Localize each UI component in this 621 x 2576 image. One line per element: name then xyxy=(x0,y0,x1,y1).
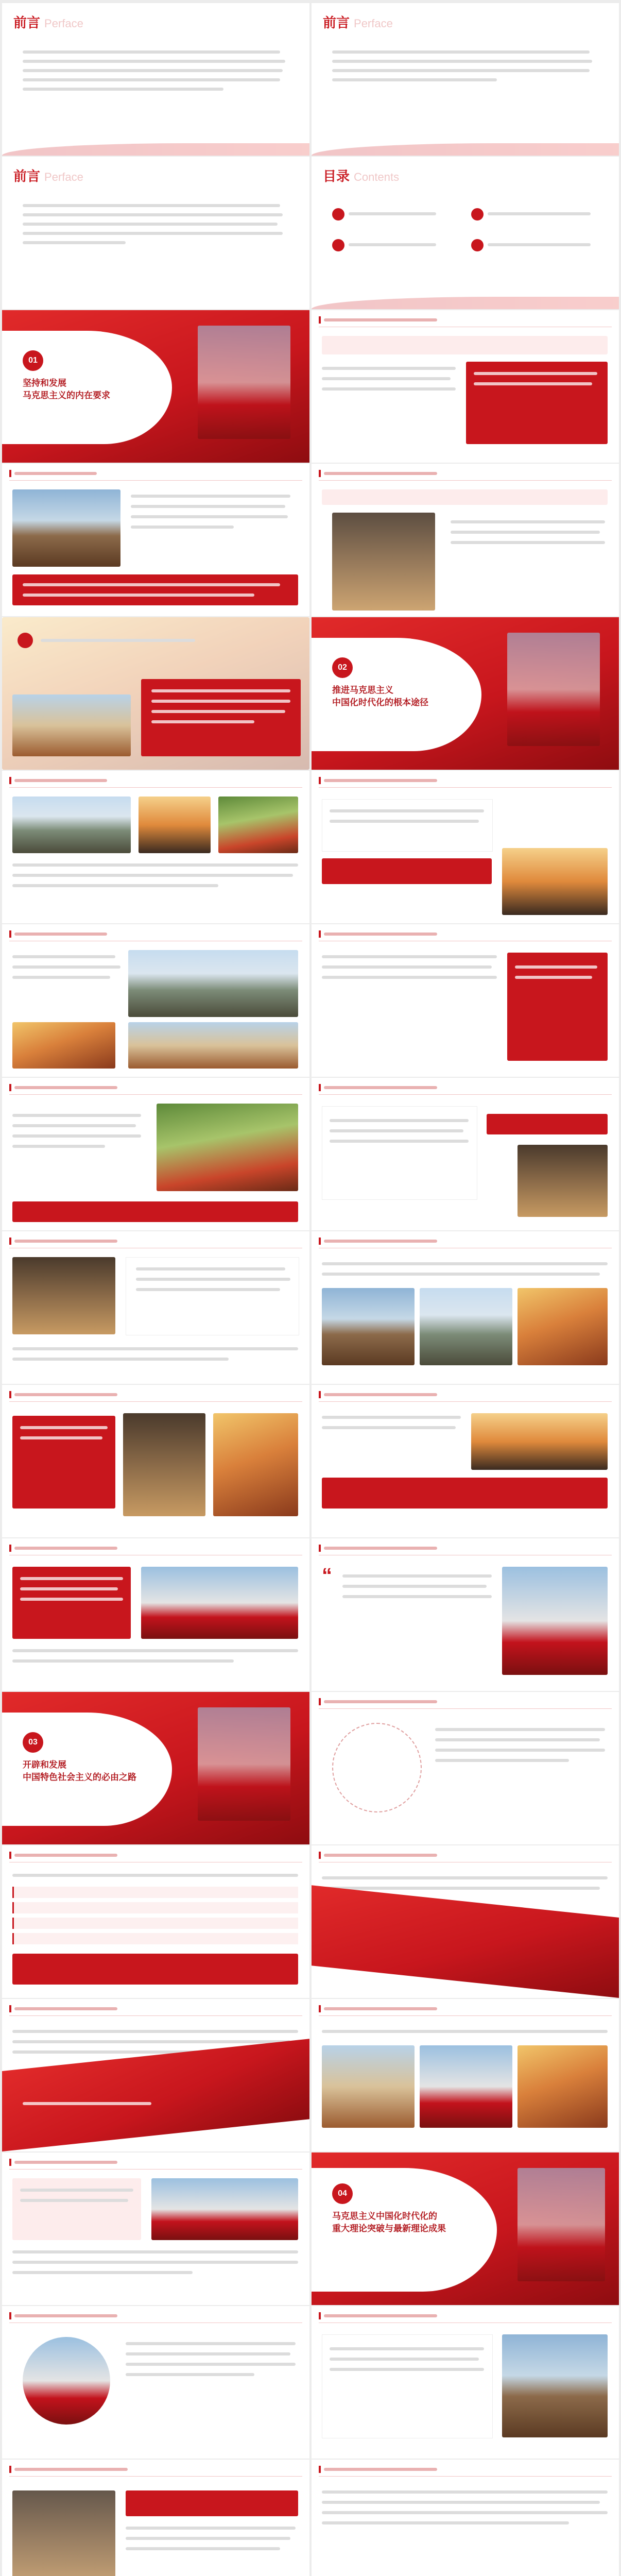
title-line xyxy=(324,1854,437,1857)
section-number-badge: 03 xyxy=(23,1732,43,1753)
title-bar xyxy=(9,930,11,938)
text-line xyxy=(136,1288,280,1291)
toc-item-line[interactable] xyxy=(488,243,591,246)
title-divider xyxy=(319,480,612,481)
title-divider xyxy=(9,2015,302,2016)
slide-content[interactable] xyxy=(312,310,619,463)
book-photo xyxy=(502,848,608,915)
section-title-line1: 推进马克思主义 xyxy=(332,685,393,695)
title-bar xyxy=(9,777,11,784)
landmark-photo xyxy=(518,1288,608,1365)
toc-number xyxy=(471,208,484,221)
text-line xyxy=(12,2250,298,2253)
left-column xyxy=(2,3,309,2576)
monument-photo xyxy=(198,326,290,439)
landmark-photo xyxy=(420,1288,512,1365)
slide-content[interactable] xyxy=(312,1999,619,2151)
great-wall-photo xyxy=(128,950,298,1017)
text-line xyxy=(451,531,600,534)
book-photo xyxy=(471,1413,608,1470)
red-text-panel xyxy=(126,2490,298,2516)
title-bar xyxy=(319,316,321,324)
red-highlight-panel xyxy=(12,1954,298,1985)
slide-content[interactable] xyxy=(2,1999,309,2151)
text-line xyxy=(23,223,278,226)
river-photo xyxy=(128,1022,298,1069)
text-line xyxy=(23,60,285,63)
slide-content[interactable] xyxy=(2,2153,309,2305)
slide-content[interactable] xyxy=(312,2306,619,2459)
text-line xyxy=(332,69,590,72)
title-bar xyxy=(319,1545,321,1552)
text-line xyxy=(12,1659,234,1663)
text-line xyxy=(474,382,592,385)
red-ribbon xyxy=(2,2039,309,2151)
right-column xyxy=(312,3,619,2576)
text-line xyxy=(131,526,234,529)
text-line xyxy=(322,955,497,958)
text-line xyxy=(515,965,597,969)
text-line xyxy=(131,505,285,508)
text-line xyxy=(330,809,484,812)
title-bar xyxy=(9,1852,11,1859)
sculpture-photo xyxy=(213,1413,298,1516)
monument-photo xyxy=(518,2168,605,2281)
text-line xyxy=(12,2030,298,2033)
text-line xyxy=(23,69,283,72)
slide-preface[interactable] xyxy=(2,3,309,156)
text-line xyxy=(332,50,590,54)
slide-section-01[interactable] xyxy=(2,310,309,463)
title-bar xyxy=(9,1084,11,1091)
text-line xyxy=(330,1140,469,1143)
toc-item-line[interactable] xyxy=(349,243,436,246)
text-line xyxy=(23,88,223,91)
text-line xyxy=(12,2271,193,2274)
red-text-panel xyxy=(487,1114,608,1134)
toc-item-line[interactable] xyxy=(488,212,591,215)
text-line xyxy=(151,720,254,723)
number-badge xyxy=(18,633,33,648)
text-line xyxy=(330,820,479,823)
title-line xyxy=(14,1547,117,1550)
slide-section-02[interactable] xyxy=(312,617,619,770)
landscape-photo xyxy=(12,694,131,756)
title-bar xyxy=(319,470,321,477)
title-bar xyxy=(9,470,11,477)
text-line xyxy=(330,2347,484,2350)
section-number-badge: 04 xyxy=(332,2183,353,2204)
list-item xyxy=(12,1933,298,1944)
section-number-badge: 02 xyxy=(332,657,353,678)
historic-photo xyxy=(12,1257,115,1334)
text-line xyxy=(12,2040,290,2043)
pink-text-panel xyxy=(12,2178,141,2240)
text-line xyxy=(41,639,195,642)
title-line xyxy=(324,472,437,475)
title-bar xyxy=(319,1238,321,1245)
text-line xyxy=(322,1887,600,1890)
pink-heading-panel xyxy=(322,489,608,505)
title-line xyxy=(324,1393,437,1396)
text-line xyxy=(20,1587,118,1590)
slide-contents[interactable] xyxy=(312,157,619,309)
title-bar xyxy=(9,2159,11,2166)
list-item xyxy=(12,1918,298,1929)
text-line xyxy=(131,515,288,518)
decor-wave xyxy=(2,143,309,156)
title-line xyxy=(14,1240,117,1243)
text-line xyxy=(12,1358,229,1361)
palace-photo xyxy=(151,2178,298,2240)
red-text-panel xyxy=(322,858,492,884)
title-line xyxy=(324,2314,437,2317)
section-title-line2: 中国化时代化的根本途径 xyxy=(332,698,428,707)
title-bar xyxy=(9,2466,11,2473)
toc-number xyxy=(332,208,344,221)
preface-heading xyxy=(323,12,393,31)
landmark-photo xyxy=(322,1288,415,1365)
title-line xyxy=(324,779,437,782)
text-line xyxy=(20,2199,128,2202)
title-line xyxy=(14,2314,117,2317)
text-line xyxy=(435,1749,605,1752)
text-line xyxy=(12,1114,141,1117)
title-line xyxy=(324,1086,437,1089)
slide-content[interactable] xyxy=(312,1538,619,1691)
red-highlight-panel xyxy=(12,574,298,605)
round-photo xyxy=(23,2337,110,2425)
text-line xyxy=(435,1759,569,1762)
preface-title-en: Perface xyxy=(44,171,83,183)
text-line xyxy=(322,2030,608,2033)
contents-title-zh: 目录 xyxy=(323,168,350,184)
text-line xyxy=(342,1595,492,1598)
section-title-line2: 中国特色社会主义的必由之路 xyxy=(23,1772,136,1782)
slide-content[interactable] xyxy=(312,1231,619,1384)
text-line xyxy=(20,1436,102,1439)
text-line xyxy=(12,1874,298,1877)
title-line xyxy=(324,1547,437,1550)
landmark-photo xyxy=(502,2334,608,2437)
autumn-photo xyxy=(218,796,298,853)
monument-photo xyxy=(507,633,600,746)
slide-content[interactable] xyxy=(312,771,619,923)
text-line xyxy=(515,976,592,979)
text-line xyxy=(322,1426,456,1429)
text-line xyxy=(342,1585,487,1588)
text-line xyxy=(330,2358,479,2361)
text-line xyxy=(12,1134,141,1138)
text-line xyxy=(322,965,492,969)
text-line xyxy=(322,1876,608,1879)
title-divider xyxy=(319,2476,612,2477)
text-line xyxy=(20,1577,123,1580)
slide-content[interactable] xyxy=(2,1845,309,1998)
preface-title-en: Perface xyxy=(44,17,83,30)
text-line xyxy=(23,204,280,207)
text-line xyxy=(322,367,456,370)
text-line xyxy=(126,2547,280,2550)
text-line xyxy=(151,700,290,703)
title-line xyxy=(14,472,97,475)
slide-content[interactable] xyxy=(312,2460,619,2576)
toc-number xyxy=(471,239,484,251)
text-line xyxy=(332,60,592,63)
text-line xyxy=(322,976,497,979)
title-line xyxy=(14,1393,117,1396)
title-line xyxy=(14,1854,117,1857)
title-divider xyxy=(9,2476,302,2477)
title-bar xyxy=(9,1545,11,1552)
text-line xyxy=(126,2363,296,2366)
title-line xyxy=(14,1086,117,1089)
pink-heading-panel xyxy=(322,336,608,354)
decor-wave xyxy=(312,297,619,309)
title-bar xyxy=(9,2005,11,2012)
title-bar xyxy=(9,1391,11,1398)
title-bar xyxy=(319,930,321,938)
title-bar xyxy=(319,2466,321,2473)
monument-photo xyxy=(198,1707,290,1821)
slide-section-03[interactable] xyxy=(2,1692,309,1844)
preface-title-zh: 前言 xyxy=(13,168,41,184)
text-line xyxy=(126,2373,254,2376)
historic-photo xyxy=(518,1145,608,1217)
text-line xyxy=(20,1426,108,1429)
title-line xyxy=(324,1700,437,1703)
text-card xyxy=(322,799,493,852)
title-line xyxy=(14,933,107,936)
title-line xyxy=(324,318,437,321)
text-line xyxy=(23,78,280,81)
red-highlight-panel xyxy=(12,1201,298,1222)
text-line xyxy=(23,213,283,216)
title-line xyxy=(324,2468,437,2471)
text-line xyxy=(12,2261,298,2264)
toc-item-line[interactable] xyxy=(349,212,436,215)
slide-content[interactable] xyxy=(2,924,309,1077)
slide-content[interactable] xyxy=(2,617,309,770)
section-title-line1: 坚持和发展 xyxy=(23,378,66,388)
section-title xyxy=(332,684,428,709)
preface-title-zh: 前言 xyxy=(13,15,41,30)
title-line xyxy=(324,2007,437,2010)
text-line xyxy=(23,50,280,54)
text-line xyxy=(23,2102,151,2105)
text-line xyxy=(322,2490,608,2494)
text-line xyxy=(23,241,126,244)
section-title-line2: 重大理论突破与最新理论成果 xyxy=(332,2224,446,2233)
text-line xyxy=(12,955,115,958)
text-line xyxy=(12,965,120,969)
decor-circle xyxy=(332,1723,422,1812)
text-line xyxy=(12,874,293,877)
title-divider xyxy=(319,2015,612,2016)
text-line xyxy=(322,387,456,391)
text-line xyxy=(12,884,218,887)
section-number-badge: 01 xyxy=(23,350,43,371)
title-line xyxy=(14,2161,117,2164)
title-bar xyxy=(319,1852,321,1859)
decor-wave xyxy=(312,143,619,156)
slide-content[interactable] xyxy=(2,2306,309,2459)
title-divider xyxy=(9,787,302,788)
section-title xyxy=(23,377,110,402)
section-title xyxy=(332,2210,446,2235)
title-bar xyxy=(9,2312,11,2319)
text-line xyxy=(23,232,283,235)
preface-title-en: Perface xyxy=(354,17,393,30)
title-divider xyxy=(9,480,302,481)
text-line xyxy=(136,1267,285,1270)
title-divider xyxy=(9,2169,302,2170)
text-line xyxy=(322,2501,600,2504)
text-line xyxy=(332,78,497,81)
contents-title-en: Contents xyxy=(354,171,400,183)
palace-photo xyxy=(420,2045,512,2128)
title-line xyxy=(14,2007,117,2010)
section-title-line1: 马克思主义中国化时代化的 xyxy=(332,2211,437,2221)
text-line xyxy=(12,863,298,867)
contents-heading xyxy=(323,166,399,185)
text-line xyxy=(12,1649,298,1652)
title-divider xyxy=(319,1094,612,1095)
text-line xyxy=(20,2189,133,2192)
text-line xyxy=(330,1119,469,1122)
text-line xyxy=(322,1273,600,1276)
slide-content[interactable] xyxy=(2,1538,309,1691)
text-line xyxy=(151,689,290,692)
text-line xyxy=(451,541,605,544)
title-bar xyxy=(319,1698,321,1705)
section-title-line2: 马克思主义的内在要求 xyxy=(23,391,110,400)
title-bar xyxy=(319,2005,321,2012)
text-line xyxy=(322,1262,608,1265)
slide-preface[interactable] xyxy=(312,3,619,156)
text-line xyxy=(330,1129,463,1132)
slide-content[interactable] xyxy=(2,1385,309,1537)
title-bar xyxy=(319,1391,321,1398)
text-line xyxy=(330,2368,484,2371)
text-line xyxy=(322,2521,569,2524)
title-divider xyxy=(319,1708,612,1709)
slide-content[interactable] xyxy=(2,464,309,616)
sculpture-photo xyxy=(123,1413,205,1516)
title-divider xyxy=(9,1401,302,1402)
red-side-panel xyxy=(507,953,608,1061)
text-line xyxy=(322,377,451,380)
slide-content[interactable] xyxy=(312,1692,619,1844)
text-line xyxy=(435,1738,600,1741)
text-line xyxy=(23,583,280,586)
slide-content[interactable] xyxy=(2,771,309,923)
text-line xyxy=(342,1574,492,1578)
text-line xyxy=(12,1347,298,1350)
text-line xyxy=(12,976,110,979)
red-ribbon xyxy=(312,1885,619,1998)
lantern-photo xyxy=(502,1567,608,1675)
list-item xyxy=(12,1902,298,1913)
text-line xyxy=(126,2342,296,2345)
text-line xyxy=(451,520,605,523)
text-line xyxy=(322,1416,461,1419)
text-line xyxy=(126,2527,296,2530)
slide-content[interactable] xyxy=(312,1845,619,1998)
list-item xyxy=(12,1887,298,1898)
great-wall-photo xyxy=(12,489,120,567)
palace-photo xyxy=(518,2045,608,2128)
title-bar xyxy=(9,1238,11,1245)
text-line xyxy=(126,2352,290,2355)
historic-photo xyxy=(12,2490,115,2576)
preface-title-zh: 前言 xyxy=(323,15,350,30)
text-line xyxy=(136,1278,290,1281)
slide-content[interactable] xyxy=(312,924,619,1077)
gate-photo xyxy=(141,1567,298,1639)
title-line xyxy=(324,1240,437,1243)
section-title xyxy=(23,1759,136,1784)
slide-content[interactable] xyxy=(2,1078,309,1230)
section-title-line1: 开辟和发展 xyxy=(23,1760,66,1770)
title-bar xyxy=(319,777,321,784)
palace-photo xyxy=(322,2045,415,2128)
title-bar xyxy=(319,1084,321,1091)
sunset-photo xyxy=(139,796,211,853)
slide-content[interactable] xyxy=(2,2460,309,2576)
slide-section-04[interactable] xyxy=(312,2153,619,2305)
soldier-silhouette xyxy=(332,513,435,611)
text-line xyxy=(20,1598,123,1601)
toc-number xyxy=(332,239,344,251)
title-line xyxy=(14,779,107,782)
mountain-photo xyxy=(157,1104,298,1191)
title-line xyxy=(324,933,437,936)
title-bar xyxy=(319,2312,321,2319)
text-line xyxy=(126,2537,290,2540)
text-line xyxy=(23,594,254,597)
preface-heading xyxy=(13,12,83,31)
red-text-panel xyxy=(12,1416,115,1509)
slide-content[interactable] xyxy=(312,464,619,616)
title-divider xyxy=(9,1094,302,1095)
red-highlight-panel xyxy=(322,1478,608,1509)
title-divider xyxy=(319,787,612,788)
text-line xyxy=(151,710,285,713)
title-line xyxy=(14,2468,128,2471)
text-line xyxy=(12,1124,136,1127)
text-line xyxy=(12,1145,105,1148)
slide-preface-2[interactable] xyxy=(2,157,309,309)
slide-content[interactable] xyxy=(2,1231,309,1384)
quote-mark: “ xyxy=(322,1564,332,1587)
title-divider xyxy=(319,1401,612,1402)
text-line xyxy=(322,2511,608,2514)
text-line xyxy=(474,372,597,375)
text-line xyxy=(435,1728,605,1731)
slide-content[interactable] xyxy=(312,1078,619,1230)
slide-content[interactable] xyxy=(312,1385,619,1537)
preface-heading xyxy=(13,166,83,185)
text-line xyxy=(131,495,290,498)
canyon-photo xyxy=(12,1022,115,1069)
great-wall-photo xyxy=(12,796,131,853)
